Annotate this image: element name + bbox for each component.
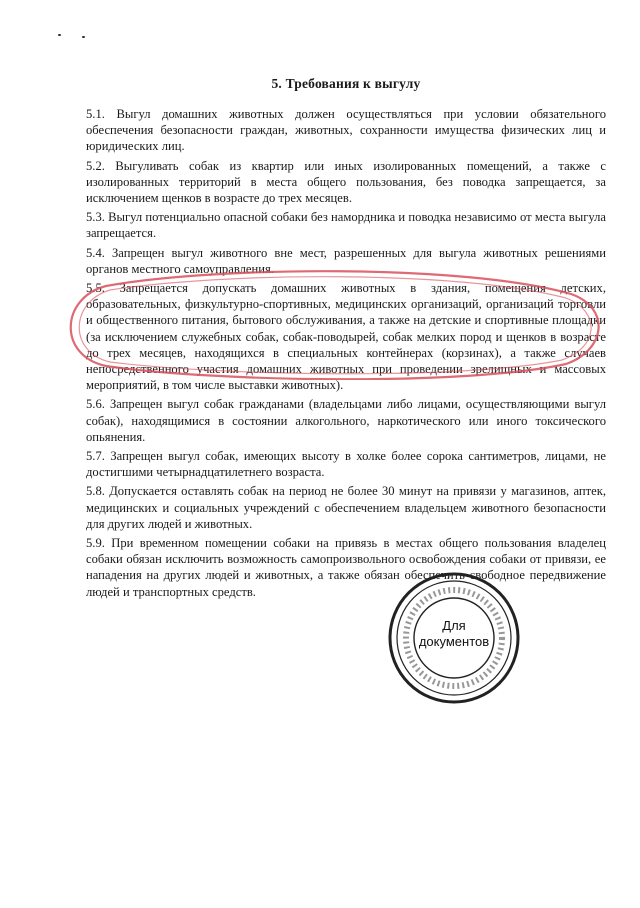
clause-5-2: 5.2. Выгуливать собак из квартир или иных изолированных помещений, а также с изолированных территорий в места общего пользования, без поводка запрещается, за исключением щенков в возрасте до трех месяцев. (86, 158, 606, 206)
stamp-line-1: Для (442, 618, 466, 633)
scan-speck (58, 34, 61, 36)
clause-5-5: 5.5. Запрещается допускать домашних животных в здания, помещения детских, образовательных, физкультурно-спортивных, медицинских организаций, организаций торговли и общественного питания, бытового обслуживания, а также на детские и спортивные площадки (за исключением служебных собак, собак-поводырей, собак мелких пород и щенков в возрасте до трех месяцев, находящихся в специальных контейнерах (корзинах), а также случаев непосредственного участия домашних животных при проведении зрелищных и массовых мероприятий, в том числе выставки животных). (86, 281, 606, 393)
section-heading: 5. Требования к выгулу (271, 76, 421, 91)
clause-5-6: 5.6. Запрещен выгул собак гражданами (владельцами либо лицами, осуществляющими выгул собак), находящимися в состоянии алкогольного, наркотического или иного токсического опьянения. (86, 397, 606, 444)
scan-speck (82, 36, 85, 38)
clause-5-7: 5.7. Запрещен выгул собак, имеющих высоту в холке более сорока сантиметров, лицами, не достигшими четырнадцатилетнего возраста. (86, 449, 606, 480)
clause-5-1: 5.1. Выгул домашних животных должен осуществляться при условии обязательного обеспечения безопасности граждан, животных, сохранности имущества физических лиц и юридических лиц. (86, 107, 606, 154)
clause-5-4: 5.4. Запрещен выгул животного вне мест, разрешенных для выгула животных решениями органов местного самоуправления. (86, 245, 606, 276)
stamp-text (386, 618, 522, 650)
clause-5-9: 5.9. При временном помещении собаки на привязь в местах общего пользования владелец собаки обязан исключить возможность самопроизвольного освобождения собаки от привязи, ее нападения на других людей и животных, а также обязан обеспечить свободное передвижение людей и транспортных средств. (86, 536, 606, 599)
clause-5-8: 5.8. Допускается оставлять собак на период не более 30 минут на привязи у магазинов, аптек, медицинских и социальных учреждений с обеспечением владельцем животного безопасности для других людей и животных. (86, 484, 606, 531)
round-stamp (386, 570, 522, 706)
clause-5-3: 5.3. Выгул потенциально опасной собаки без намордника и поводка независимо от места выгула запрещается. (86, 210, 606, 241)
stamp-line-2: документов (418, 634, 490, 649)
document-body (86, 76, 606, 603)
